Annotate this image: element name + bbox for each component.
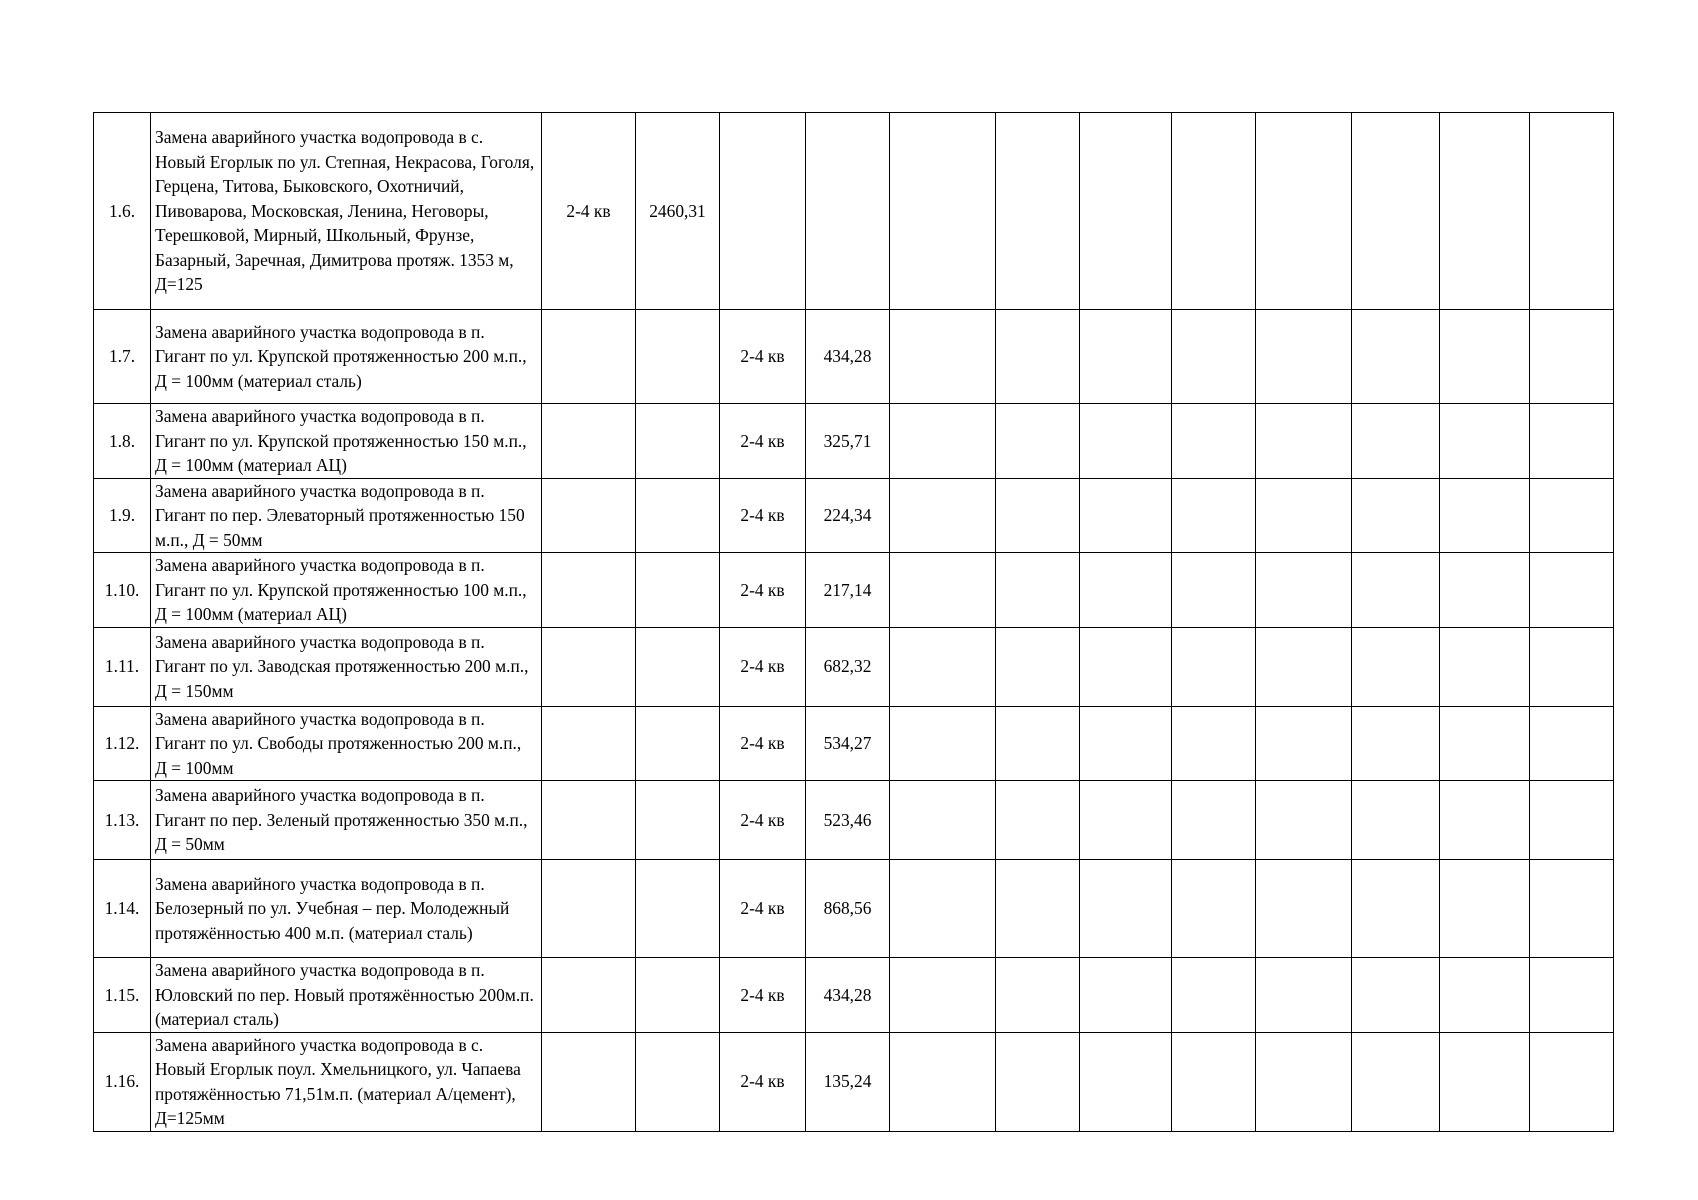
- empty-cell: [1352, 860, 1440, 958]
- empty-cell: [1172, 781, 1256, 860]
- empty-cell: [996, 706, 1080, 781]
- empty-cell: [1256, 958, 1352, 1033]
- work-description: Замена аварийного участка водопровода в п. Юловский по пер. Новый протяжённостью 200м.п. (материал сталь): [151, 958, 542, 1033]
- empty-cell: [1440, 310, 1530, 404]
- empty-cell: [890, 553, 996, 628]
- work-description: Замена аварийного участка водопровода в п. Белозерный по ул. Учебная – пер. Молодежный протяжённостью 400 м.п. (материал сталь): [151, 860, 542, 958]
- table-row: [94, 958, 1614, 1033]
- empty-cell: [1256, 781, 1352, 860]
- empty-cell: [1352, 553, 1440, 628]
- period-cell: [720, 113, 806, 310]
- period-cell: [542, 404, 636, 479]
- period-cell: [542, 478, 636, 553]
- empty-cell: [890, 706, 996, 781]
- amount-cell: [636, 553, 720, 628]
- empty-cell: [1352, 627, 1440, 706]
- empty-cell: [1440, 860, 1530, 958]
- empty-cell: [1256, 113, 1352, 310]
- table-row: [94, 478, 1614, 553]
- work-description: Замена аварийного участка водопровода в п. Гигант по ул. Крупской протяженностью 150 м.п., Д = 100мм (материал АЦ): [151, 404, 542, 479]
- period-cell: 2-4 кв: [720, 478, 806, 553]
- empty-cell: [1530, 860, 1614, 958]
- empty-cell: [1530, 478, 1614, 553]
- empty-cell: [1352, 113, 1440, 310]
- empty-cell: [1172, 706, 1256, 781]
- amount-cell: 224,34: [806, 478, 890, 553]
- empty-cell: [1440, 958, 1530, 1033]
- empty-cell: [1530, 706, 1614, 781]
- table-row: [94, 404, 1614, 479]
- empty-cell: [1172, 310, 1256, 404]
- empty-cell: [890, 627, 996, 706]
- empty-cell: [996, 404, 1080, 479]
- empty-cell: [1080, 113, 1172, 310]
- empty-cell: [1530, 627, 1614, 706]
- table-row: [94, 860, 1614, 958]
- work-description: Замена аварийного участка водопровода в п. Гигант по пер. Зеленый протяженностью 350 м.п., Д = 50мм: [151, 781, 542, 860]
- period-cell: [542, 627, 636, 706]
- work-description: Замена аварийного участка водопровода в п. Гигант по ул. Крупской протяженностью 100 м.п., Д = 100мм (материал АЦ): [151, 553, 542, 628]
- empty-cell: [1440, 113, 1530, 310]
- amount-cell: 868,56: [806, 860, 890, 958]
- empty-cell: [1172, 958, 1256, 1033]
- empty-cell: [1080, 860, 1172, 958]
- empty-cell: [1530, 781, 1614, 860]
- empty-cell: [996, 113, 1080, 310]
- empty-cell: [1080, 310, 1172, 404]
- amount-cell: [806, 113, 890, 310]
- work-description: Замена аварийного участка водопровода в п. Гигант по ул. Свободы протяженностью 200 м.п., Д = 100мм: [151, 706, 542, 781]
- row-number: 1.14.: [94, 860, 151, 958]
- work-description: Замена аварийного участка водопровода в п. Гигант по ул. Заводская протяженностью 200 м.п., Д = 150мм: [151, 627, 542, 706]
- period-cell: 2-4 кв: [720, 860, 806, 958]
- empty-cell: [1530, 958, 1614, 1033]
- empty-cell: [1080, 706, 1172, 781]
- row-number: 1.8.: [94, 404, 151, 479]
- empty-cell: [890, 781, 996, 860]
- period-cell: 2-4 кв: [720, 404, 806, 479]
- work-description: Замена аварийного участка водопровода в с. Новый Егорлык по ул. Степная, Некрасова, Гоголя, Герцена, Титова, Быковского, Охотничий, Пивоварова, Московская, Ленина, Неговоры, Терешковой, Мирный, Школьный, Фрунзе, Базарный, Заречная, Димитрова протяж. 1353 м, Д=125: [151, 113, 542, 310]
- empty-cell: [996, 627, 1080, 706]
- empty-cell: [1172, 860, 1256, 958]
- row-number: 1.7.: [94, 310, 151, 404]
- work-description: Замена аварийного участка водопровода в п. Гигант по ул. Крупской протяженностью 200 м.п., Д = 100мм (материал сталь): [151, 310, 542, 404]
- empty-cell: [1256, 1032, 1352, 1131]
- row-number: 1.10.: [94, 553, 151, 628]
- empty-cell: [1256, 553, 1352, 628]
- period-cell: 2-4 кв: [720, 706, 806, 781]
- table-row: [94, 113, 1614, 310]
- work-description: Замена аварийного участка водопровода в п. Гигант по пер. Элеваторный протяженностью 150 м.п., Д = 50мм: [151, 478, 542, 553]
- empty-cell: [1352, 404, 1440, 479]
- empty-cell: [890, 478, 996, 553]
- amount-cell: 2460,31: [636, 113, 720, 310]
- empty-cell: [1352, 1032, 1440, 1131]
- empty-cell: [1256, 310, 1352, 404]
- period-cell: 2-4 кв: [720, 781, 806, 860]
- empty-cell: [996, 958, 1080, 1033]
- empty-cell: [1172, 1032, 1256, 1131]
- amount-cell: 135,24: [806, 1032, 890, 1131]
- amount-cell: 434,28: [806, 958, 890, 1033]
- empty-cell: [1256, 706, 1352, 781]
- table-row: [94, 553, 1614, 628]
- empty-cell: [890, 113, 996, 310]
- amount-cell: [636, 860, 720, 958]
- amount-cell: 523,46: [806, 781, 890, 860]
- amount-cell: [636, 706, 720, 781]
- period-cell: 2-4 кв: [720, 627, 806, 706]
- period-cell: 2-4 кв: [720, 553, 806, 628]
- empty-cell: [1352, 781, 1440, 860]
- period-cell: 2-4 кв: [720, 310, 806, 404]
- empty-cell: [890, 404, 996, 479]
- empty-cell: [996, 478, 1080, 553]
- row-number: 1.12.: [94, 706, 151, 781]
- period-cell: 2-4 кв: [542, 113, 636, 310]
- row-number: 1.9.: [94, 478, 151, 553]
- empty-cell: [1440, 706, 1530, 781]
- empty-cell: [1440, 404, 1530, 479]
- period-cell: [542, 781, 636, 860]
- amount-cell: 682,32: [806, 627, 890, 706]
- empty-cell: [996, 1032, 1080, 1131]
- empty-cell: [890, 958, 996, 1033]
- empty-cell: [1080, 958, 1172, 1033]
- empty-cell: [1080, 404, 1172, 479]
- empty-cell: [1352, 478, 1440, 553]
- period-cell: [542, 553, 636, 628]
- table-row: [94, 1032, 1614, 1131]
- table-row: [94, 781, 1614, 860]
- empty-cell: [1530, 1032, 1614, 1131]
- period-cell: 2-4 кв: [720, 958, 806, 1033]
- empty-cell: [1256, 627, 1352, 706]
- empty-cell: [1440, 478, 1530, 553]
- empty-cell: [890, 310, 996, 404]
- amount-cell: [636, 478, 720, 553]
- empty-cell: [1530, 113, 1614, 310]
- work-description: Замена аварийного участка водопровода в с. Новый Егорлык поул. Хмельницкого, ул. Чапаева протяжённостью 71,51м.п. (материал А/цемент), Д=125мм: [151, 1032, 542, 1131]
- period-cell: [542, 706, 636, 781]
- table-row: [94, 310, 1614, 404]
- empty-cell: [1080, 553, 1172, 628]
- empty-cell: [1530, 404, 1614, 479]
- empty-cell: [890, 1032, 996, 1131]
- period-cell: [542, 958, 636, 1033]
- row-number: 1.11.: [94, 627, 151, 706]
- empty-cell: [1080, 627, 1172, 706]
- empty-cell: [1440, 1032, 1530, 1131]
- empty-cell: [1440, 781, 1530, 860]
- amount-cell: [636, 310, 720, 404]
- empty-cell: [1256, 860, 1352, 958]
- amount-cell: [636, 958, 720, 1033]
- empty-cell: [1080, 478, 1172, 553]
- empty-cell: [996, 310, 1080, 404]
- amount-cell: [636, 1032, 720, 1131]
- empty-cell: [1530, 310, 1614, 404]
- amount-cell: [636, 404, 720, 479]
- empty-cell: [1352, 958, 1440, 1033]
- empty-cell: [1172, 113, 1256, 310]
- empty-cell: [890, 860, 996, 958]
- table-row: [94, 706, 1614, 781]
- table-row: [94, 627, 1614, 706]
- amount-cell: [636, 781, 720, 860]
- period-cell: 2-4 кв: [720, 1032, 806, 1131]
- empty-cell: [1256, 404, 1352, 479]
- row-number: 1.13.: [94, 781, 151, 860]
- amount-cell: [636, 627, 720, 706]
- period-cell: [542, 860, 636, 958]
- period-cell: [542, 310, 636, 404]
- empty-cell: [1352, 310, 1440, 404]
- amount-cell: 534,27: [806, 706, 890, 781]
- empty-cell: [1080, 781, 1172, 860]
- row-number: 1.15.: [94, 958, 151, 1033]
- period-cell: [542, 1032, 636, 1131]
- empty-cell: [996, 860, 1080, 958]
- row-number: 1.16.: [94, 1032, 151, 1131]
- amount-cell: 325,71: [806, 404, 890, 479]
- amount-cell: 217,14: [806, 553, 890, 628]
- works-table: [93, 112, 1614, 1132]
- empty-cell: [1172, 553, 1256, 628]
- empty-cell: [1172, 627, 1256, 706]
- amount-cell: 434,28: [806, 310, 890, 404]
- empty-cell: [1530, 553, 1614, 628]
- row-number: 1.6.: [94, 113, 151, 310]
- empty-cell: [996, 781, 1080, 860]
- empty-cell: [1256, 478, 1352, 553]
- empty-cell: [996, 553, 1080, 628]
- empty-cell: [1440, 627, 1530, 706]
- empty-cell: [1172, 478, 1256, 553]
- empty-cell: [1080, 1032, 1172, 1131]
- empty-cell: [1440, 553, 1530, 628]
- empty-cell: [1172, 404, 1256, 479]
- empty-cell: [1352, 706, 1440, 781]
